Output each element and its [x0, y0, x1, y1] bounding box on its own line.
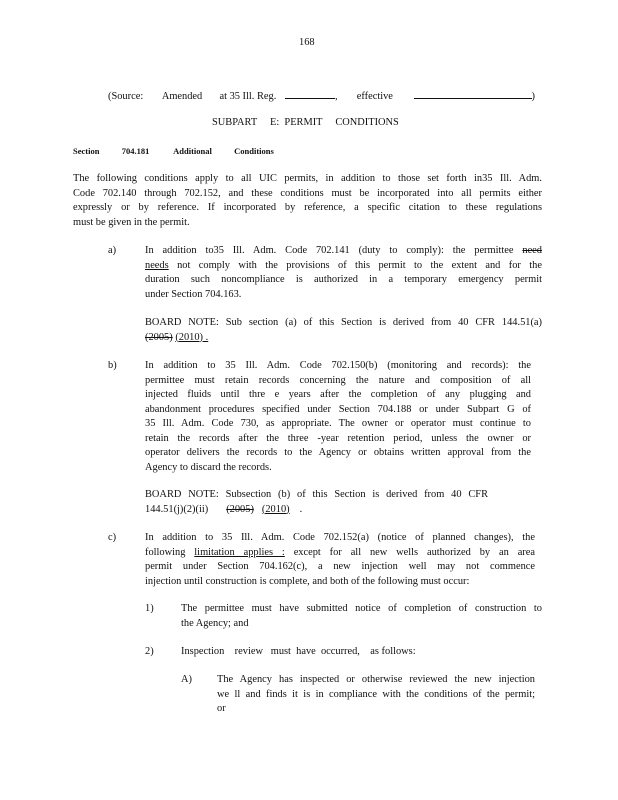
inserted-text: (2010) .	[175, 331, 209, 343]
item-a-line2-text: not comply with the provisions of this permit to the extent and for the	[177, 259, 542, 271]
item-b-line: injected fluids until thre e years after the completion of any plugging and	[145, 389, 531, 400]
item-b-text	[145, 359, 531, 475]
item-c1-text	[181, 602, 542, 631]
board-note-line	[145, 331, 542, 346]
item-c-label: c)	[108, 532, 117, 543]
inserted-text: limitation applies :	[194, 546, 285, 558]
item-c2a-line: The Agency has inspected or otherwise reviewed the new injection	[217, 674, 535, 685]
item-c2a-line: we ll and finds it is in compliance with the conditions of the permit;	[217, 688, 535, 700]
source-amended: Amended	[161, 91, 203, 102]
citation-text: 144.51(j)(2)(ii)	[145, 503, 209, 515]
source-comma: ,	[334, 91, 338, 102]
source-effective: effective	[356, 91, 393, 102]
source-open: (Source:	[108, 91, 144, 102]
item-b-label: b)	[108, 360, 117, 371]
section-title-word1: Additional	[173, 146, 212, 156]
item-a-line: duration such noncompliance is authorized in a temporary emergency permit	[145, 274, 542, 285]
source-line	[108, 88, 535, 105]
section-heading	[73, 146, 274, 156]
intro-paragraph	[73, 172, 542, 230]
deleted-text: need	[522, 245, 542, 256]
item-c1-line: The permittee must have submitted notice of completion of construction to	[181, 603, 542, 614]
item-a-line	[145, 259, 542, 274]
item-c-line	[145, 546, 535, 561]
inserted-text: needs	[145, 259, 169, 271]
source-at-reg: at 35 Ill. Reg.	[219, 91, 277, 102]
item-c2-text	[181, 645, 431, 660]
item-b-line: retain the records after the three -year retention period, unless the owner or	[145, 432, 531, 444]
item-a-text	[145, 244, 542, 302]
board-note-line	[145, 503, 488, 518]
intro-line: expressly or by reference. If incorporated by reference, a specific citation to these regulations	[73, 202, 542, 213]
item-a-line1-text: In addition to35 Ill. Adm. Code 702.141 (duty to comply): the permittee	[145, 245, 514, 256]
item-a-line	[145, 244, 542, 259]
deleted-text: (2005)	[226, 503, 254, 515]
section-title-word2: Conditions	[234, 146, 274, 156]
inserted-text: (2010)	[261, 503, 290, 515]
item-c1-label: 1)	[145, 603, 154, 614]
item-b-line: permittee must retain records concerning the nature and composition of all	[145, 374, 531, 386]
intro-line: must be given in the permit.	[73, 216, 190, 228]
board-note-line: BOARD NOTE: Sub section (a) of this Section is derived from 40 CFR 144.51(a)	[145, 317, 542, 328]
item-c2a-text	[217, 673, 535, 717]
item-b-board-note	[145, 488, 488, 517]
item-c2a-line: or	[217, 703, 226, 714]
item-c-line2-post: except for all new wells authorized by an area	[293, 546, 535, 558]
intro-line: The following conditions apply to all UIC permits, in addition to those set forth in35 Ill. Adm.	[73, 173, 542, 184]
board-note-line: BOARD NOTE: Subsection (b) of this Section is derived from 40 CFR	[145, 489, 488, 500]
item-c-line: In addition to 35 Ill. Adm. Code 702.152(a) (notice of planned changes), the	[145, 532, 535, 543]
item-b-line: In addition to 35 Ill. Adm. Code 702.150(b) (monitoring and records): the	[145, 360, 531, 371]
item-c1-line: the Agency; and	[181, 617, 249, 629]
effective-date-blank	[414, 88, 532, 99]
item-b-line: abandonment procedures specified under Section 704.188 or under Subpart G of	[145, 403, 531, 415]
item-a-line: under Section 704.163.	[145, 288, 242, 300]
item-c-line2-pre: following	[145, 546, 186, 558]
item-b-line: 35 Ill. Adm. Code 730, as appropriate. The owner or operator must continue to	[145, 418, 531, 429]
item-c-line: injection until construction is complete, and both of the following must occur:	[145, 575, 470, 587]
item-c-line: permit under Section 704.162(c), a new injection well may not commence	[145, 561, 535, 572]
item-c-text	[145, 531, 535, 589]
intro-line: Code 702.140 through 702.152, and these conditions must be incorporated into all permits either	[73, 187, 542, 199]
item-a-label: a)	[108, 245, 117, 256]
section-number: 704.181	[121, 146, 150, 156]
subpart-heading: SUBPART E: PERMIT CONDITIONS	[212, 117, 399, 128]
section-label: Section	[73, 146, 100, 156]
item-c2-label: 2)	[145, 646, 154, 657]
item-b-line: operator delivers the records to the Agency or obtains written approval from the	[145, 447, 531, 458]
period: .	[299, 503, 303, 515]
item-c2a-label: A)	[181, 674, 192, 685]
source-close: )	[531, 91, 535, 102]
deleted-text: (2005)	[145, 331, 173, 343]
register-blank	[285, 88, 335, 99]
page-number: 168	[299, 37, 315, 48]
item-c2-line: Inspection review must have occurred, as follows:	[181, 646, 416, 657]
item-b-line: Agency to discard the records.	[145, 461, 272, 473]
item-a-board-note	[145, 316, 542, 345]
